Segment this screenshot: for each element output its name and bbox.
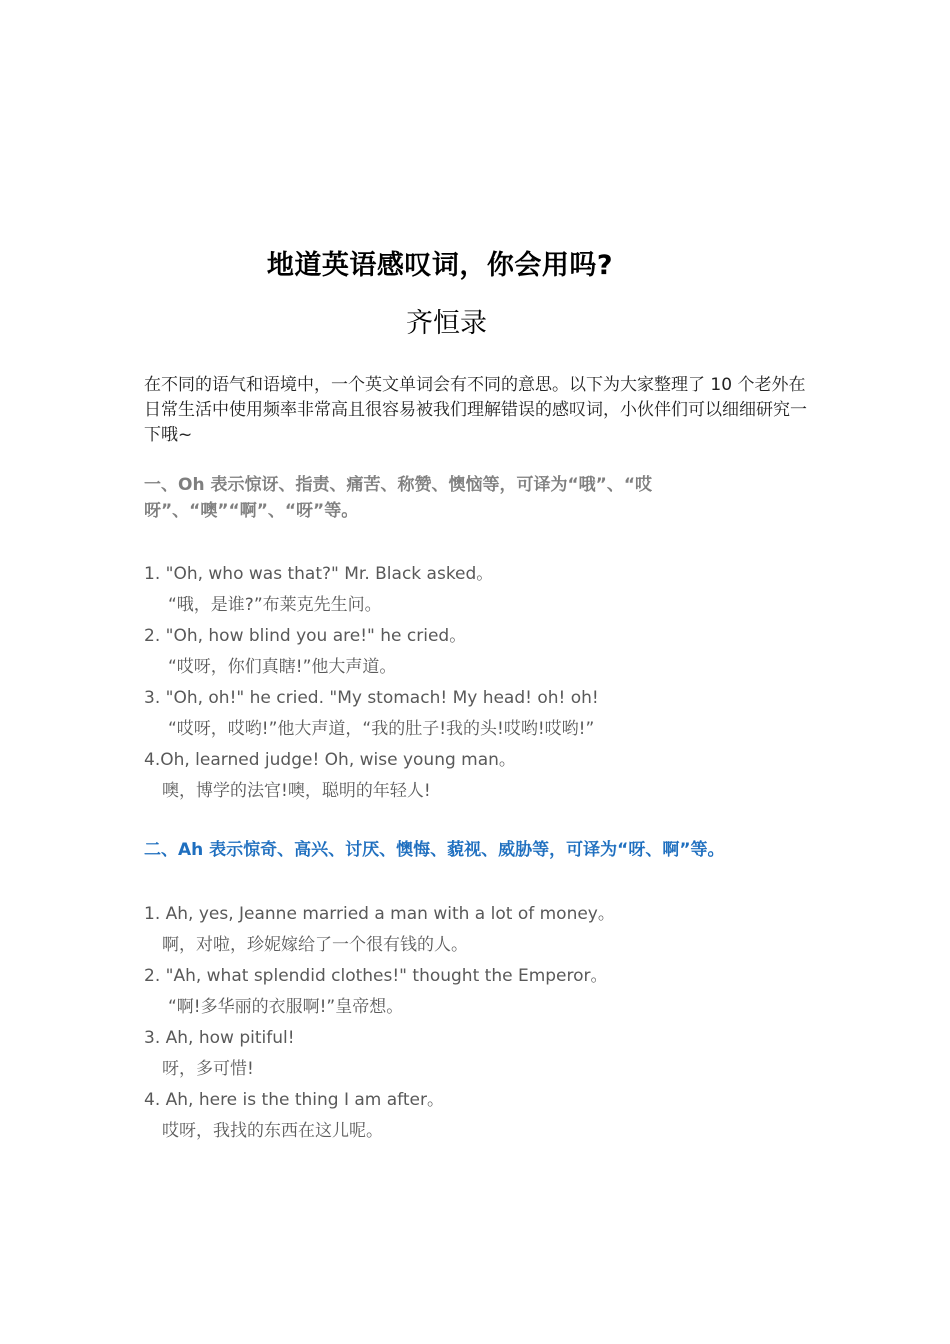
example-chinese: “哎呀，你们真瞎!”他大声道。 bbox=[168, 657, 397, 677]
example-english: 2. "Ah, what splendid clothes!" thought the Emperor。 bbox=[144, 966, 608, 986]
page-subtitle: 齐恒录 bbox=[406, 308, 487, 339]
list-item bbox=[144, 899, 814, 961]
list-item bbox=[144, 745, 814, 807]
section-heading-oh: 一、Oh 表示惊讶、指责、痛苦、称赞、懊恼等，可译为“哦”、“哎呀”、“噢”“啊”、“呀”等。 bbox=[144, 475, 652, 521]
example-chinese: 呀，多可惜! bbox=[162, 1059, 254, 1079]
list-item bbox=[144, 683, 814, 745]
example-chinese: “啊!多华丽的衣服啊!”皇帝想。 bbox=[168, 997, 404, 1017]
example-chinese: 啊，对啦，珍妮嫁给了一个很有钱的人。 bbox=[162, 935, 468, 955]
example-english: 4.Oh, learned judge! Oh, wise young man。 bbox=[144, 750, 516, 770]
example-english: 4. Ah, here is the thing I am after。 bbox=[144, 1090, 444, 1110]
page-title: 地道英语感叹词，你会用吗? bbox=[266, 250, 614, 281]
section-heading-ah: 二、Ah 表示惊奇、高兴、讨厌、懊悔、藐视、威胁等，可译为“呀、啊”等。 bbox=[144, 840, 725, 860]
example-english: 2. "Oh, how blind you are!" he cried。 bbox=[144, 626, 467, 646]
intro-paragraph: 在不同的语气和语境中，一个英文单词会有不同的意思。以下为大家整理了 10 个老外在日常生活中使用频率非常高且很容易被我们理解错误的感叹词，小伙伴们可以细细研究一下哦~ bbox=[144, 375, 807, 445]
list-item bbox=[144, 1085, 814, 1147]
list-item bbox=[144, 961, 814, 1023]
example-chinese: 哎呀，我找的东西在这儿呢。 bbox=[162, 1121, 383, 1141]
example-list-ah bbox=[144, 899, 814, 1147]
example-list-oh bbox=[144, 559, 814, 807]
example-english: 3. Ah, how pitiful! bbox=[144, 1028, 295, 1048]
example-chinese: “哦，是谁?”布莱克先生问。 bbox=[168, 595, 382, 615]
list-item bbox=[144, 559, 814, 621]
list-item bbox=[144, 1023, 814, 1085]
example-english: 1. Ah, yes, Jeanne married a man with a lot of money。 bbox=[144, 904, 615, 924]
example-english: 3. "Oh, oh!" he cried. "My stomach! My head! oh! oh! bbox=[144, 688, 599, 708]
example-chinese: “哎呀，哎哟!”他大声道，“我的肚子!我的头!哎哟!哎哟!” bbox=[168, 719, 595, 739]
list-item bbox=[144, 621, 814, 683]
example-english: 1. "Oh, who was that?" Mr. Black asked。 bbox=[144, 564, 494, 584]
example-chinese: 噢，博学的法官!噢，聪明的年轻人! bbox=[162, 781, 431, 801]
